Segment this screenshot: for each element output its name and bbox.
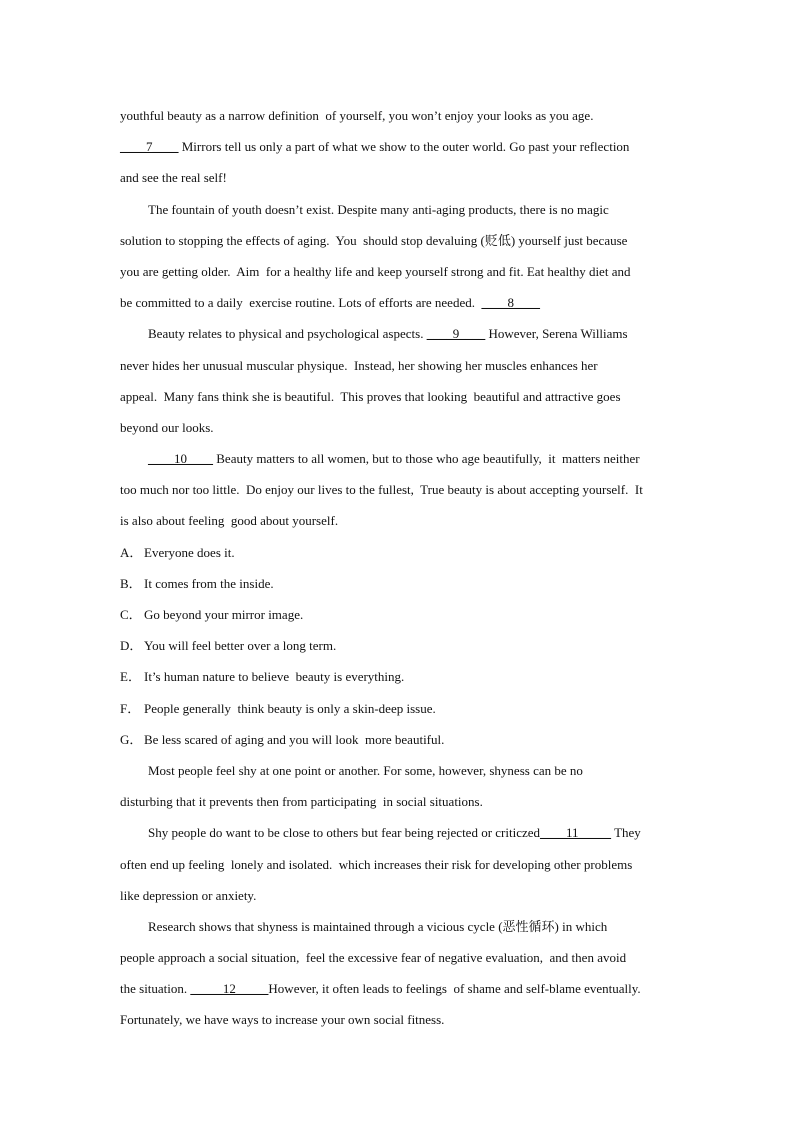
- option-b-text: It comes from the inside.: [144, 575, 274, 591]
- option-g-text: Be less scared of aging and you will look more beautiful.: [144, 731, 445, 747]
- passage1-para2-line2: solution to stopping the effects of aging. You should stop devaluing (贬低) yourself just because: [120, 232, 628, 248]
- option-e: [120, 661, 676, 692]
- option-c-text: Go beyond your mirror image.: [144, 607, 304, 622]
- passage1-para3-line2: never hides her unusual muscular physique. Instead, her showing her muscles enhances her: [120, 357, 598, 373]
- blank-8: ____8____: [481, 295, 540, 311]
- passage2-para3-line2: people approach a social situation, feel the excessive fear of negative evaluation, and then avoid: [120, 950, 627, 966]
- passage1-para4-line1: [120, 443, 676, 474]
- passage1-para3-line1-text: Beauty relates to physical and psychological aspects.: [148, 326, 427, 342]
- passage2-para3-line3-rest: However, it often leads to feelings of shame and self-blame eventually.: [268, 981, 641, 997]
- blank-7: ____7____: [120, 139, 179, 155]
- blank-12: _____12_____: [190, 981, 269, 997]
- option-g: [120, 724, 676, 755]
- option-c-letter: C．: [120, 607, 142, 622]
- passage1-para1-line2-text: Mirrors tell us only a part of what we show to the outer world. Go past your reflection: [178, 139, 630, 155]
- option-d: [120, 630, 676, 661]
- passage1-para2-line3: you are getting older. Aim for a healthy life and keep yourself strong and fit. Eat healthy diet and: [120, 263, 631, 279]
- option-b-letter: B．: [120, 575, 142, 591]
- passage2-para2-line3: like depression or anxiety.: [120, 887, 257, 903]
- passage2-para2-line1: [120, 817, 676, 848]
- passage1-para2-line1: The fountain of youth doesn’t exist. Despite many anti-aging products, there is no magic: [148, 201, 609, 217]
- passage1-para2-line4-text: be committed to a daily exercise routine. Lots of efforts are needed.: [120, 295, 482, 311]
- passage2-para3-line4: Fortunately, we have ways to increase your own social fitness.: [120, 1012, 445, 1028]
- passage1-para3-line1: [120, 318, 676, 349]
- passage1-para1-line3: and see the real self!: [120, 170, 227, 186]
- option-g-letter: G．: [120, 731, 143, 747]
- option-d-text: You will feel better over a long term.: [144, 638, 337, 654]
- passage1-para4-line1-rest: Beauty matters to all women, but to those who age beautifully, it matters neither: [213, 451, 640, 467]
- option-a: [120, 537, 676, 568]
- option-e-text: It’s human nature to believe beauty is everything.: [144, 669, 405, 685]
- passage1-para3-line1-rest: However, Serena Williams: [485, 326, 628, 342]
- option-b: [120, 568, 676, 599]
- passage1-para1-line2: [120, 131, 676, 162]
- passage2-para1-line1: Most people feel shy at one point or another. For some, however, shyness can be no: [148, 762, 583, 778]
- blank-10: ____10____: [148, 451, 213, 467]
- blank-11: ____11_____: [540, 825, 612, 841]
- option-f: [120, 693, 676, 724]
- passage2-para3-line3-text: the situation.: [120, 981, 191, 997]
- passage2-para2-line2: often end up feeling lonely and isolated. which increases their risk for developing other problems: [120, 856, 633, 872]
- option-f-letter: F．: [120, 700, 141, 716]
- option-e-letter: E．: [120, 669, 141, 685]
- passage2-para3-line3: [120, 973, 676, 1004]
- passage1-para3-line3: appeal. Many fans think she is beautiful. This proves that looking beautiful and attractive goes: [120, 388, 621, 404]
- passage1-para3-line4: beyond our looks.: [120, 419, 214, 435]
- option-f-text: People generally think beauty is only a skin-deep issue.: [144, 700, 436, 716]
- passage2-para1-line2: disturbing that it prevents then from participating in social situations.: [120, 794, 483, 810]
- option-c: [120, 599, 676, 630]
- blank-9: ____9____: [426, 326, 486, 342]
- passage2-para3-line1: Research shows that shyness is maintained through a vicious cycle (恶性循环) in which: [148, 918, 608, 934]
- passage2-para2-line1-rest: They: [611, 825, 641, 841]
- passage1-para2-line4: [120, 287, 676, 318]
- option-a-text: Everyone does it.: [144, 544, 235, 560]
- document-body: [120, 100, 676, 1036]
- passage1-para4-line3: is also about feeling good about yourself.: [120, 513, 339, 529]
- passage1-para4-line2: too much nor too little. Do enjoy our lives to the fullest, True beauty is about accepting yourself. It: [120, 482, 643, 498]
- passage2-para2-line1-text: Shy people do want to be close to others but fear being rejected or criticzed: [148, 825, 541, 841]
- passage1-para1-line1: youthful beauty as a narrow definition of yourself, you won’t enjoy your looks as you age.: [120, 108, 594, 123]
- option-a-letter: A．: [120, 544, 143, 560]
- option-d-letter: D．: [120, 638, 143, 654]
